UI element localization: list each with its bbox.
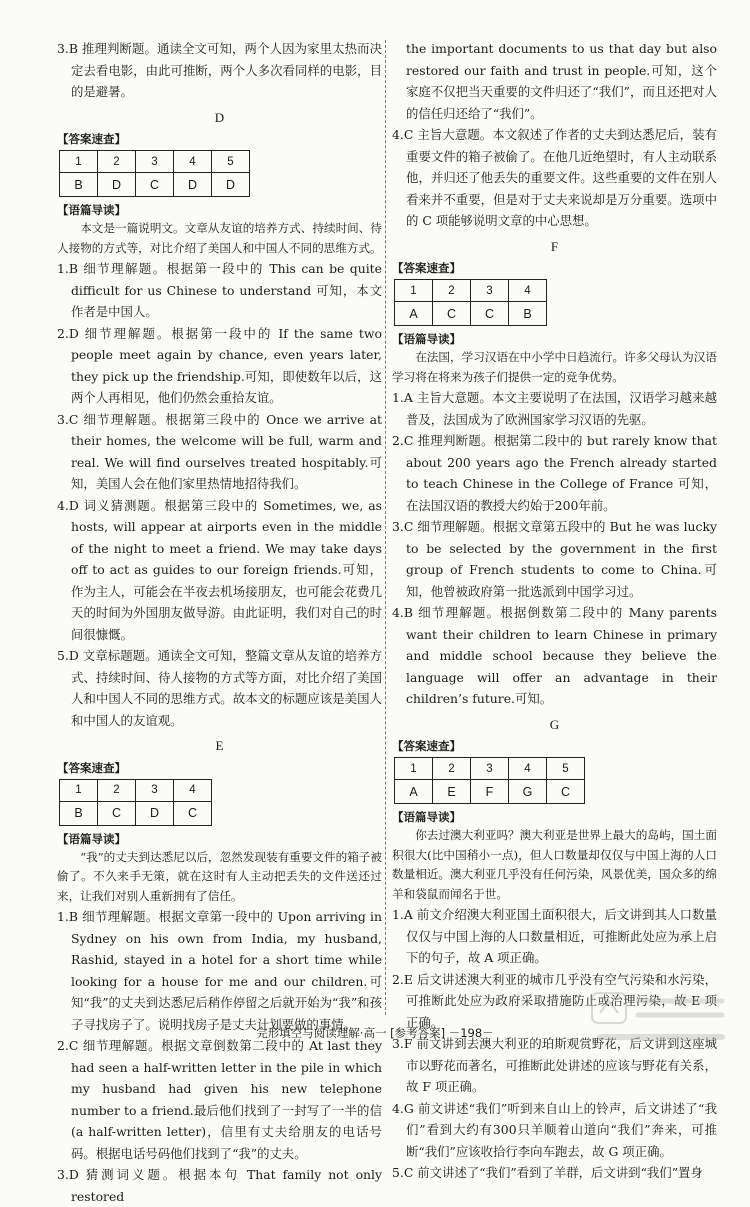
item-number: 2.E — [392, 971, 413, 987]
item-text: 前文讲到去澳大利亚的珀斯观赏野花，后文讲到这座城市以野花而著名，可推断此处讲述的应该与野花有关系，故 F 项正确。 — [406, 1036, 717, 1094]
item-number: 2.C — [57, 1038, 79, 1053]
question-number: 3 — [136, 779, 174, 801]
item-number: 1.A — [392, 390, 413, 405]
answer-key: C — [433, 302, 471, 326]
item-text: 细节理解题。根据第一段中的 This can be quite difficult for us Chinese to understand 可知，本文作者是中国人。 — [71, 261, 382, 319]
answer-key: F — [471, 780, 509, 804]
item-number: 5.D — [57, 648, 79, 663]
section-title-e: E — [215, 738, 224, 753]
item-text: 细节理解题。根据第三段中的 Once we arrive at their homes, the welcome will be full, warm and real. We will find ourselves treated hospitably.可知，美国人会在他们家里热情地招待我们。 — [71, 411, 382, 491]
question-number: 1 — [395, 758, 433, 780]
answer-key: B — [60, 173, 98, 197]
item-text: 前文介绍澳大利亚国土面积很大，后文讲到其人口数量仅仅与中国上海的人口数量相近，可推断此处应为承上启下的句子，故 A 项正确。 — [406, 907, 717, 965]
answer-item — [392, 1162, 717, 1184]
answer-quick-check-label: 【答案速查】 — [392, 739, 461, 753]
passage-guide-text: 你去过澳大利亚吗？澳大利亚是世界上最大的岛屿，国土面积很大(比中国稍小一点)，但人口数量却仅仅与中国上海的人口数量相近。澳大利亚几乎没有任何污染，风景优美，国众多的绵羊和袋鼠而闻名于世。 — [392, 828, 717, 901]
item-text: 词义猜测题。根据第三段中的 Sometimes, we, as hosts, will appear at airports even in the middle of the night to meet a friend. We may take days off to act as guides to our foreign friends.可知，作为主人，可能会在半夜去机场接朋友，也可能会花费几天的时间为外国朋友做导游。由此证明，我们对自己的时间很慷慨。 — [71, 497, 382, 642]
answer-item — [392, 387, 717, 430]
answer-item — [57, 495, 382, 646]
answer-item — [57, 258, 382, 323]
item-number: 3.C — [392, 519, 414, 534]
question-number: 2 — [433, 280, 471, 302]
item-text: 主旨大意题。本文主要说明了在法国，汉语学习越来越普及，法国成为了欧洲国家学习汉语的先驱。 — [406, 390, 717, 427]
answer-quick-check-label: 【答案速查】 — [57, 132, 126, 146]
answer-key: A — [395, 302, 433, 326]
answer-item — [57, 38, 382, 103]
passage-guide-text: 在法国，学习汉语在中小学中日趋流行。许多父母认为汉语学习将在将来为孩子们提供一定的竞争优势。 — [392, 350, 717, 384]
question-number: 3 — [471, 280, 509, 302]
question-number: 5 — [212, 151, 250, 173]
answer-key: C — [471, 302, 509, 326]
answer-key: C — [136, 173, 174, 197]
answer-table-g — [394, 757, 585, 804]
item-text: 前文讲述了“我们”看到了羊群，后文讲到“我们”置身 — [417, 1165, 703, 1180]
item-number: 3.F — [392, 1036, 413, 1051]
question-number: 5 — [547, 758, 585, 780]
passage-guide-label: 【语篇导读】 — [392, 332, 461, 346]
section-title-d: D — [214, 109, 225, 125]
answer-key: B — [60, 801, 98, 825]
item-number: 1.B — [57, 909, 78, 924]
page-footer: 完形填空与阅读理解·高一 [参考答案] －198－ — [256, 1026, 494, 1040]
answer-key: C — [547, 780, 585, 804]
item-text: 细节理解题。根据文章第一段中的 Upon arriving in Sydney on his own from India, my husband, Rashid, stayed in a hotel for a short time while looking for a house for me and our children.可知“我”的丈夫到达悉尼后稍作停留之后就开始为“我”和孩子寻找房子了。说明找房子是丈夫计划要做的事情。 — [71, 909, 382, 1032]
answer-key: D — [136, 801, 174, 825]
passage-guide-text: “我”的丈夫到达悉尼以后，忽然发现装有重要文件的箱子被偷了。不久来手无策，就在这时有人主动把丢失的文件送还过来，让我们对别人重新拥有了信任。 — [57, 849, 382, 903]
item-number: 4.B — [392, 605, 413, 620]
passage-guide-label: 【语篇导读】 — [392, 810, 461, 824]
section-title-g: G — [549, 716, 560, 732]
item-number: 3.C — [57, 411, 79, 427]
item-number: 2.C — [392, 433, 414, 448]
item-number: 2.D — [57, 325, 79, 341]
section-title-f: F — [550, 238, 559, 254]
answer-item — [57, 645, 382, 731]
item-number: 5.C — [392, 1165, 414, 1180]
answer-key: A — [395, 780, 433, 804]
item-text: 推理判断题。根据第二段中的 but rarely know that about 200 years ago the French already started to teach Chinese in the College of France 可知，在法国汉语的教授大约始于200年前。 — [406, 433, 717, 513]
answer-item — [392, 1098, 717, 1163]
answer-item — [392, 516, 717, 602]
question-number: 1 — [395, 280, 433, 302]
question-number: 4 — [509, 758, 547, 780]
answer-key: D — [98, 173, 136, 197]
item-text: 细节理解题。根据文章倒数第二段中的 At last they had seen a half-written letter in the pile in which my husband had given his new telephone number to a friend.最后他们找到了一封写了一半的信(a half-written letter)，信里有丈夫给朋友的电话号码。根据电话号码他们找到了“我”的丈夫。 — [71, 1038, 382, 1161]
passage-guide-label: 【语篇导读】 — [57, 831, 126, 846]
question-number: 3 — [136, 151, 174, 173]
question-number: 2 — [433, 758, 471, 780]
question-number: 4 — [174, 779, 212, 801]
item-number: 1.A — [392, 907, 413, 922]
question-number: 4 — [509, 280, 547, 302]
item-text: 细节理解题。根据第一段中的 If the same two people meet again by chance, even years later, they pick up the friendship.可知，即使数年以后，这两个人再相见，他们仍然会重拾友谊。 — [71, 325, 382, 405]
question-number: 2 — [98, 779, 136, 801]
answer-table-f — [394, 279, 547, 326]
item-number: 3.B — [57, 41, 78, 56]
answer-item — [392, 430, 717, 516]
item-text: 前文讲述“我们”听到来自山上的铃声，后文讲述了“我们”看到大约有300只羊顺着山道向“我们”奔来，可推断“我们”应该收拾行李向车跑去，故 G 项正确。 — [406, 1100, 717, 1159]
answer-key: C — [174, 801, 212, 825]
item-text: 细节理解题。根据倒数第二段中的 Many parents want their children to learn Chinese in primary and middle school because they believe the language will offer an advantage in their children’s future.可知。 — [406, 605, 717, 706]
passage-guide-label: 【语篇导读】 — [57, 203, 126, 217]
question-number: 1 — [60, 151, 98, 173]
answer-key: D — [174, 173, 212, 197]
answer-item — [392, 602, 717, 710]
answer-item — [57, 1164, 382, 1207]
answer-item — [57, 409, 382, 495]
item-number: 1.B — [57, 261, 78, 276]
question-number: 4 — [174, 151, 212, 173]
question-number: 3 — [471, 758, 509, 780]
answer-key: D — [212, 173, 250, 197]
question-number: 2 — [98, 151, 136, 173]
passage-guide-text: 本文是一篇说明文。文章从友谊的培养方式、持续时间、待人接物的方式等，对比介绍了美国人和中国人不同的思维方式。 — [57, 221, 382, 255]
item-text: 推理判断题。通读全文可知，两个人因为家里太热而决定去看电影，由此可推断，两个人多次看同样的电影，目的是避暑。 — [71, 41, 382, 99]
answer-key: E — [433, 780, 471, 804]
watermark-logo — [590, 991, 730, 1049]
item-text: 猜测词义题。根据本句 That family not only restored — [71, 1167, 382, 1204]
column-divider — [385, 40, 386, 1015]
answer-item — [392, 124, 717, 232]
answer-item — [57, 323, 382, 409]
answer-item — [57, 906, 382, 1035]
item-text: 细节理解题。根据文章第五段中的 But he was lucky to be selected by the government in the first group of French students to come to China.可知，他曾被政府第一批选派到中国学习过。 — [406, 519, 717, 599]
answer-item — [57, 1035, 382, 1164]
item-text: 文章标题题。通读全文可知，整篇文章从友谊的培养方式、持续时间、待人接物的方式等方面，对比介绍了美国人和中国人不同的思维方式。故本文的标题应该是美国人和中国人的友谊观。 — [71, 648, 382, 728]
answer-table-e — [59, 779, 212, 826]
item-text: 主旨大意题。本文叙述了作者的丈夫到达悉尼后，装有重要文件的箱子被偷了。在他几近绝望时，有人主动联系他，并归还了他丢失的重要文件。这些重要的文件在别人看来并不重要，但是对于丈夫来说却是万分重要。选项中的 C 项能够说明文章的中心思想。 — [406, 127, 717, 228]
item-number: 3.D — [57, 1167, 79, 1182]
answer-quick-check-label: 【答案速查】 — [57, 760, 126, 775]
answer-key: C — [98, 801, 136, 825]
answer-item-continued: the important documents to us that day but also restored our faith and trust in people.可知，这个家庭不仅把当天重要的文件归还了“我们”，而且还把对人的信任归还给了“我们”。 — [406, 41, 717, 121]
answer-quick-check-label: 【答案速查】 — [392, 261, 461, 275]
answer-item — [392, 904, 717, 969]
question-number: 1 — [60, 779, 98, 801]
answer-key: B — [509, 302, 547, 326]
answer-table-d — [59, 150, 250, 197]
answer-key: G — [509, 780, 547, 804]
item-number: 4.C — [392, 127, 414, 142]
item-text: 后文讲述澳大利亚的城市几乎没有空气污染和水污染，可推断此处应为政府采取措施防止或治理污染，故 E 项正确。 — [406, 971, 717, 1030]
item-number: 4.D — [57, 497, 79, 513]
item-number: 4.G — [392, 1100, 414, 1116]
